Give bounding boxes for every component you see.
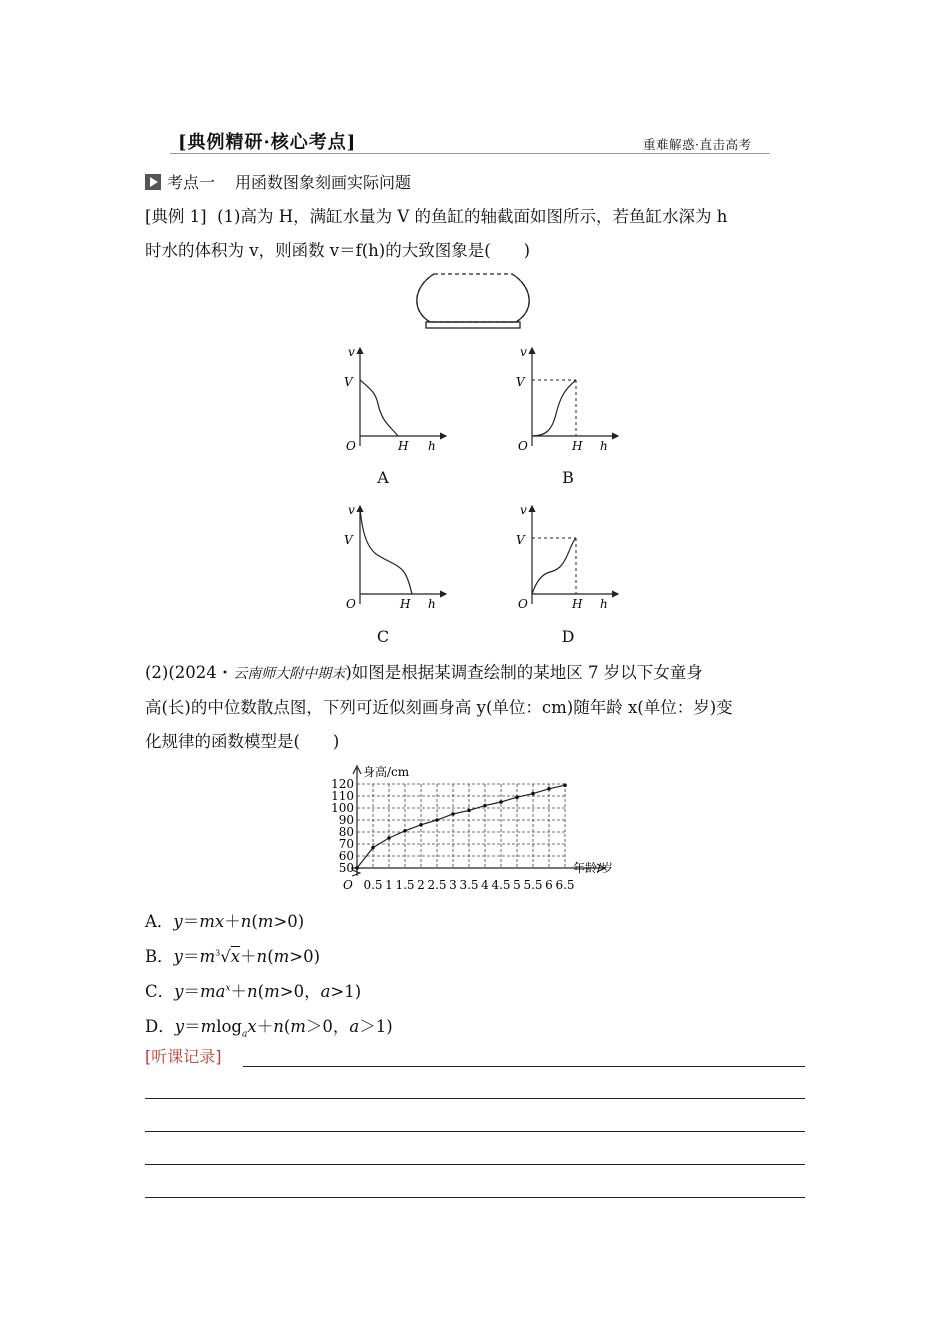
x-tick-label: 5.5	[523, 878, 543, 892]
x-tick-label: 6	[545, 878, 553, 892]
option-c: C．$y=ma^x+n(m>0$，a>1)	[145, 982, 362, 1001]
example2-suffix: )如图是根据某调查绘制的某地区 7 岁以下女童身	[345, 663, 703, 682]
label-V: V	[344, 375, 353, 389]
x-tick-label: 0.5	[363, 878, 383, 892]
example2-text	[145, 656, 810, 759]
option-d: D．y＝mlog$_a$x＋n(m＞0，a＞1)	[145, 1017, 393, 1040]
tank-body	[417, 274, 529, 322]
label-O: O	[518, 439, 528, 453]
x-tick-label: 2	[417, 878, 425, 892]
x-tick-label: 4.5	[491, 878, 511, 892]
data-point	[435, 818, 439, 822]
section-heading	[145, 170, 411, 193]
label-V: V	[516, 533, 525, 547]
label-H: H	[400, 597, 411, 611]
example1-line1: (1)高为 H，满缸水量为 V 的鱼缸的轴截面如图所示，若鱼缸水深为 h	[217, 207, 728, 226]
curve-b	[532, 380, 576, 436]
data-point	[387, 836, 391, 840]
section-title: 用函数图象刻画实际问题	[235, 173, 412, 192]
data-point	[483, 804, 487, 808]
chart-y-axis-label: 身高/cm	[363, 765, 410, 779]
x-tick-label: 2.5	[427, 878, 447, 892]
label-v: v	[348, 345, 355, 359]
label-O: O	[346, 439, 356, 453]
example2-source: 云南师大附中期末	[233, 666, 346, 682]
header-title: [典例精研·核心考点]	[178, 132, 357, 153]
data-point	[371, 846, 375, 850]
data-point	[499, 800, 503, 804]
label-h: h	[600, 439, 608, 453]
x-tick-label: 4	[481, 878, 489, 892]
notes-label: [听课记录]	[145, 1047, 222, 1066]
graph-d	[502, 500, 622, 612]
data-point	[419, 823, 423, 827]
notes-line-1	[243, 1066, 805, 1067]
label-v: v	[348, 503, 355, 517]
option-b: B．$y=m^3√x+n(m>0)$	[145, 947, 321, 966]
label-v: v	[520, 503, 527, 517]
data-point	[515, 795, 519, 799]
graph-d-label: D	[561, 627, 575, 646]
notes-line-5	[145, 1197, 805, 1198]
curve-d	[532, 538, 576, 594]
header-divider	[170, 153, 770, 154]
data-point	[531, 792, 535, 796]
graph-a	[330, 342, 450, 454]
example1-tag: [典例 1]	[145, 207, 207, 226]
label-H: H	[398, 439, 409, 453]
chart-origin-label: O	[343, 878, 353, 892]
curve-c	[360, 508, 412, 594]
label-V: V	[344, 533, 353, 547]
y-tick-label: 100	[331, 801, 354, 815]
tank-top-dashed	[417, 274, 529, 322]
data-point	[467, 809, 471, 813]
graph-a-label: A	[377, 468, 389, 487]
notes-line-4	[145, 1164, 805, 1165]
play-icon	[145, 174, 161, 190]
label-O: O	[518, 597, 528, 611]
label-H: H	[572, 597, 583, 611]
label-H: H	[572, 439, 583, 453]
chart-x-axis-label: 年龄/岁	[573, 861, 614, 875]
y-tick-label: 60	[338, 849, 354, 863]
y-tick-label: 70	[338, 837, 354, 851]
chart-grid	[357, 784, 565, 868]
label-O: O	[346, 597, 356, 611]
notes-line-3	[145, 1131, 805, 1132]
example2-prefix: (2)(2024・	[145, 663, 234, 682]
data-point	[547, 787, 551, 791]
label-v: v	[520, 345, 527, 359]
y-tick-label: 80	[338, 825, 354, 839]
graph-b	[502, 342, 622, 454]
x-tick-label: 6.5	[555, 878, 575, 892]
data-point	[451, 812, 455, 816]
graph-c-label: C	[376, 627, 390, 646]
x-tick-label: 3.5	[459, 878, 479, 892]
x-tick-label: 1	[385, 878, 393, 892]
y-tick-label: 90	[338, 813, 354, 827]
example1-line2: 时水的体积为 v，则函数 v＝f(h)的大致图象是( )	[145, 241, 531, 260]
x-tick-label: 1.5	[395, 878, 415, 892]
curve-a	[360, 380, 398, 436]
fish-tank-figure	[410, 272, 540, 334]
example2-line2: 高(长)的中位数散点图，下列可近似刻画身高 y(单位：cm)随年龄 x(单位：岁)变	[145, 698, 733, 717]
y-tick-label: 110	[331, 789, 354, 803]
option-a: A．y＝mx＋n(m>0)	[145, 912, 305, 931]
label-h: h	[428, 597, 436, 611]
height-trend-line	[357, 785, 565, 868]
x-tick-label: 5	[513, 878, 521, 892]
label-V: V	[516, 375, 525, 389]
y-tick-label: 50	[338, 861, 354, 875]
y-tick-label: 120	[331, 777, 354, 791]
example2-line3: 化规律的函数模型是( )	[145, 732, 340, 751]
section-label: 考点一	[167, 173, 216, 192]
data-point	[403, 829, 407, 833]
data-point	[563, 783, 567, 787]
height-scatter-chart	[325, 760, 635, 898]
header-slogan: 重难解惑·直击高考	[643, 137, 752, 152]
data-point	[355, 866, 359, 870]
graph-b-label: B	[562, 468, 574, 487]
x-tick-label: 3	[449, 878, 457, 892]
notes-line-2	[145, 1098, 805, 1099]
label-h: h	[600, 597, 608, 611]
example1-text	[145, 200, 810, 268]
label-h: h	[428, 439, 436, 453]
graph-c	[330, 500, 450, 612]
chart-series	[355, 783, 567, 869]
tank-base	[426, 322, 520, 328]
